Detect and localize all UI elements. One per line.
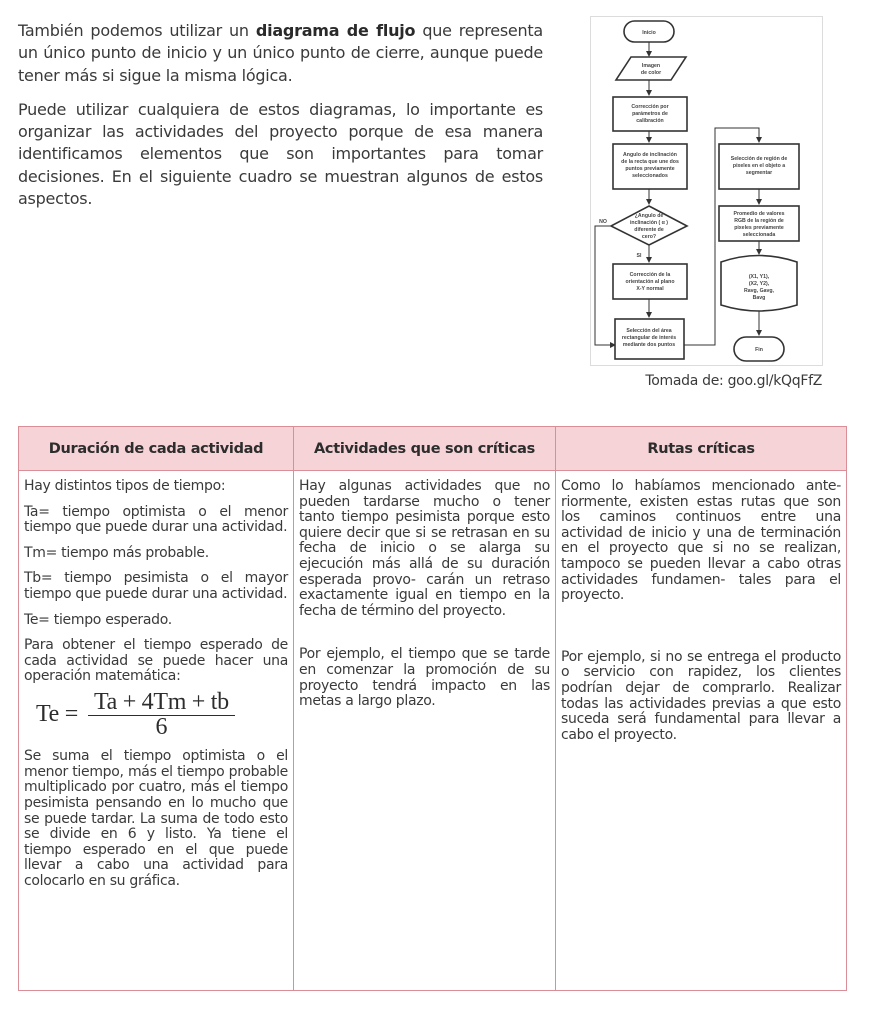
svg-text:de la recta que une dos: de la recta que une dos: [621, 159, 679, 165]
text-tb: Tb= tiempo pesimista o el mayor tiempo que puede durar una actividad.: [24, 570, 288, 602]
expected-time-formula: [36, 688, 288, 740]
intro-text: [18, 20, 543, 222]
formula-lhs: Te =: [36, 701, 78, 728]
svg-text:Corrección de la: Corrección de la: [629, 272, 671, 278]
critical-path-table: [18, 426, 847, 991]
cell-critical-routes: [556, 471, 847, 991]
svg-text:orientación al plano: orientación al plano: [625, 279, 675, 285]
formula-fraction: [88, 688, 235, 740]
svg-text:X-Y normal: X-Y normal: [636, 286, 664, 292]
text-paragraph: Por ejemplo, el tiempo que se tarde en comenzar la promoción de su proyecto tendrá impacto en las metas a largo plazo.: [299, 646, 550, 710]
svg-text:Imagen: Imagen: [641, 63, 661, 69]
svg-text:RGB de la región de: RGB de la región de: [734, 218, 784, 224]
svg-text:Bavg: Bavg: [752, 295, 766, 301]
svg-text:Ravg, Gavg,: Ravg, Gavg,: [744, 288, 774, 294]
svg-text:puntos previamente: puntos previamente: [625, 166, 675, 172]
svg-text:pixeles previamente: pixeles previamente: [734, 225, 784, 231]
table-row: [19, 471, 847, 991]
svg-text:diferente de: diferente de: [634, 227, 664, 233]
text-paragraph: Para obtener el tiempo esperado de cada actividad se puede hacer una operación matemática:: [24, 637, 288, 685]
svg-text:Fin: Fin: [755, 347, 763, 353]
formula-numerator: Ta + 4Tm + tb: [88, 695, 235, 716]
svg-text:Inicio: Inicio: [642, 30, 656, 36]
svg-text:Selección del área: Selección del área: [626, 328, 672, 334]
text-ta: Ta= tiempo optimista o el menor tiempo que puede durar una actividad.: [24, 503, 288, 536]
text-paragraph: Hay algunas actividades que no pueden tardarse mucho o tener tanto tiempo pesimista porque esto quiere decir que si se retrasan en su fecha de inicio o se alarga su ejecución más allá de su duración esperada provo- carán un retraso exactamente igual en tiempo en la fecha de término del proyecto.: [299, 478, 550, 619]
svg-text:Promedio de valores: Promedio de valores: [733, 211, 785, 217]
svg-text:rectangular de interés: rectangular de interés: [621, 335, 677, 341]
cell-critical-activities: [294, 471, 556, 991]
svg-text:SI: SI: [636, 253, 642, 259]
svg-text:calibración: calibración: [636, 118, 664, 124]
text-paragraph: Hay distintos tipos de tiempo:: [24, 478, 226, 494]
svg-text:(X1, Y1),: (X1, Y1),: [748, 274, 770, 280]
text-paragraph: Por ejemplo, si no se entrega el producto o servicio con rapidez, los clientes podrían dejar de comprarlo. Realizar todas las actividades previas a que esto suceda será fundamental para llevar a cabo el proyecto.: [561, 648, 841, 743]
header-critical-routes: Rutas críticas: [556, 427, 847, 471]
svg-text:Angulo de inclinación: Angulo de inclinación: [623, 152, 677, 158]
header-critical-activities: Actividades que son críticas: [294, 427, 556, 471]
svg-text:de color: de color: [640, 70, 662, 76]
svg-text:(X2, Y2),: (X2, Y2),: [748, 281, 770, 287]
svg-text:seleccionada: seleccionada: [742, 232, 776, 238]
svg-text:parámetros de: parámetros de: [632, 111, 668, 117]
svg-text:segmentar: segmentar: [745, 170, 773, 176]
header-duration: Duración de cada actividad: [19, 427, 294, 471]
svg-text:cero?: cero?: [641, 234, 657, 240]
text-paragraph: Como lo habíamos mencionado ante- riormente, existen estas rutas que son los caminos continuos entre una actividad de inicio y una de terminación en el proyecto que si no se realizan, tampoco se pueden llevar a cabo otras actividades fundamen- tales para el proyecto.: [561, 478, 841, 604]
svg-text:NO: NO: [599, 219, 607, 225]
intro-paragraph-1: También podemos utilizar un diagrama de flujo que representa un único punto de inicio y un único punto de cierre, aunque puede tener más si sigue la misma lógica.: [18, 21, 543, 85]
flowchart-figure: [590, 16, 823, 366]
bold-term: diagrama de flujo: [255, 21, 416, 40]
svg-text:mediante dos puntos: mediante dos puntos: [622, 342, 676, 348]
text-paragraph: Se suma el tiempo optimista o el menor tiempo, más el tiempo probable multiplicado por cuatro, más el tiempo pesimista pensando en lo mucho que se puede tardar. La suma de todo esto se divide en 6 y listo. Ya tiene el tiempo esperado en el que puede llevar a cabo una actividad para colocarlo en su gráfica.: [24, 748, 288, 889]
svg-text:¿Angulo de: ¿Angulo de: [634, 213, 664, 219]
svg-text:Corrección por: Corrección por: [631, 104, 669, 110]
svg-text:inclinación ( α ): inclinación ( α ): [629, 220, 669, 226]
text-te: Te= tiempo esperado.: [24, 611, 172, 628]
text-tm: Tm= tiempo más probable.: [24, 544, 209, 561]
intro-paragraph-2: Puede utilizar cualquiera de estos diagramas, lo importante es organizar las actividades del proyecto porque de esa manera identificamos elementos que son importantes para tomar decisiones. En el siguiente cuadro se muestran algunos de estos aspectos.: [18, 99, 543, 209]
svg-text:pixeles en el objeto a: pixeles en el objeto a: [732, 163, 786, 169]
svg-text:seleccionados: seleccionados: [632, 173, 668, 179]
flowchart-caption: Tomada de: goo.gl/kQqFfZ: [645, 373, 822, 389]
formula-denominator: 6: [155, 713, 168, 740]
table-header-row: [19, 427, 847, 471]
svg-text:Selección de región de: Selección de región de: [730, 156, 788, 162]
cell-duration: [19, 471, 294, 991]
